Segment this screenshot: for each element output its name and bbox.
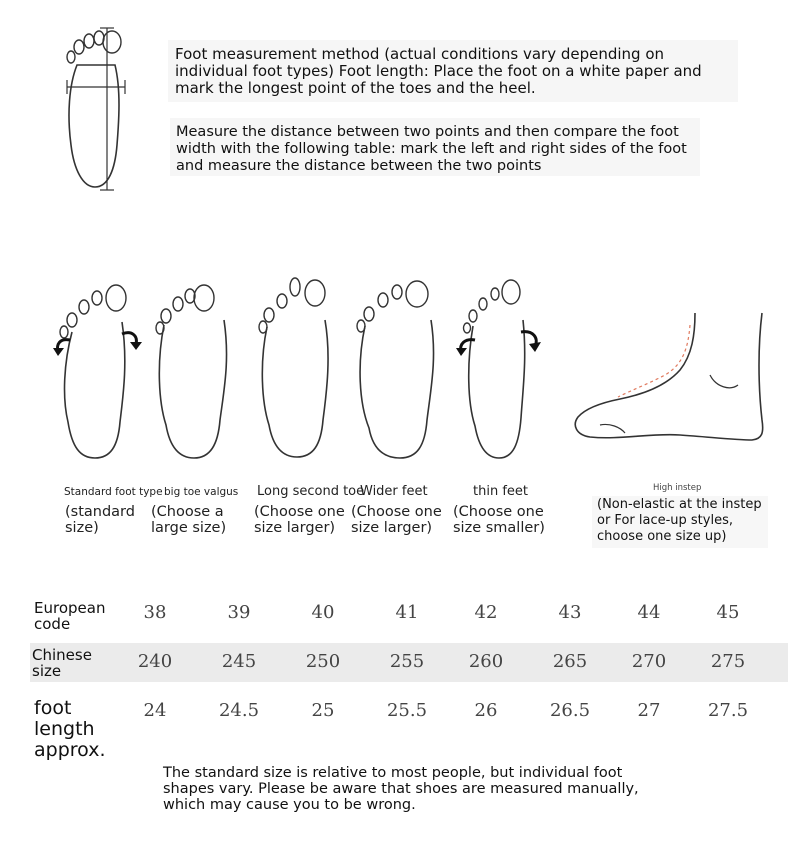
european-code-cell: 38 <box>143 602 167 623</box>
footer-note: The standard size is relative to most people, but individual foot shapes vary. Please be aware that shoes are measured manually, which may cause you to be wrong. <box>163 765 639 813</box>
standard-foot-note: (standard size) <box>65 504 135 536</box>
valgus-foot-illustration <box>152 280 237 462</box>
chinese-size-cell: 265 <box>552 651 588 672</box>
european-code-cell: 45 <box>716 602 740 623</box>
valgus-note: (Choose a large size) <box>151 504 227 536</box>
foot-length-cell: 27.5 <box>707 700 749 721</box>
long-second-toe-note: (Choose one size larger) <box>254 504 345 536</box>
thin-feet-note: (Choose one size smaller) <box>453 504 545 536</box>
foot-length-cell: 26 <box>474 700 498 721</box>
valgus-label: big toe valgus <box>164 486 239 498</box>
intro-paragraph-2: Measure the distance between two points and then compare the foot width with the following table: mark the left and right sides of the foot and measure the distance between the two points <box>176 124 687 174</box>
chinese-size-cell: 240 <box>137 651 173 672</box>
wider-feet-note: (Choose one size larger) <box>351 504 442 536</box>
high-instep-illustration <box>570 305 770 450</box>
european-code-cell: 44 <box>637 602 661 623</box>
foot-length-cell: 26.5 <box>549 700 591 721</box>
european-code-cell: 40 <box>311 602 335 623</box>
thin-feet-label: thin feet <box>473 484 528 499</box>
long-second-toe-illustration <box>255 275 340 461</box>
foot-length-cell: 27 <box>637 700 661 721</box>
foot-length-cell: 24 <box>143 700 167 721</box>
foot-length-label: foot length approx. <box>34 697 106 761</box>
standard-foot-label: Standard foot type <box>64 486 163 498</box>
chinese-size-cell: 255 <box>389 651 425 672</box>
european-code-cell: 39 <box>227 602 251 623</box>
chinese-size-label: Chinese size <box>32 646 92 680</box>
european-code-cell: 41 <box>395 602 419 623</box>
foot-length-cell: 24.5 <box>218 700 260 721</box>
chinese-size-cell: 250 <box>305 651 341 672</box>
chinese-size-cell: 260 <box>468 651 504 672</box>
chinese-size-cell: 275 <box>710 651 746 672</box>
intro-paragraph-1: Foot measurement method (actual conditions vary depending on individual foot types) Foot length: Place the foot on a white paper and mark the longest point of the toes and the heel. <box>175 45 702 97</box>
wider-feet-label: Wider feet <box>360 484 428 499</box>
long-second-toe-label: Long second toe <box>257 484 365 499</box>
wider-foot-illustration <box>355 278 445 462</box>
thin-foot-illustration <box>455 276 545 462</box>
foot-length-cell: 25.5 <box>386 700 428 721</box>
high-instep-label: High instep <box>653 483 702 493</box>
standard-foot-illustration <box>50 282 145 462</box>
foot-length-cell: 25 <box>311 700 335 721</box>
european-code-label: European code <box>34 599 106 633</box>
foot-measurement-diagram <box>55 25 135 193</box>
high-instep-note: (Non-elastic at the instep or For lace-up styles, choose one size up) <box>597 497 762 544</box>
european-code-cell: 42 <box>474 602 498 623</box>
european-code-cell: 43 <box>558 602 582 623</box>
chinese-size-cell: 270 <box>631 651 667 672</box>
chinese-size-cell: 245 <box>221 651 257 672</box>
